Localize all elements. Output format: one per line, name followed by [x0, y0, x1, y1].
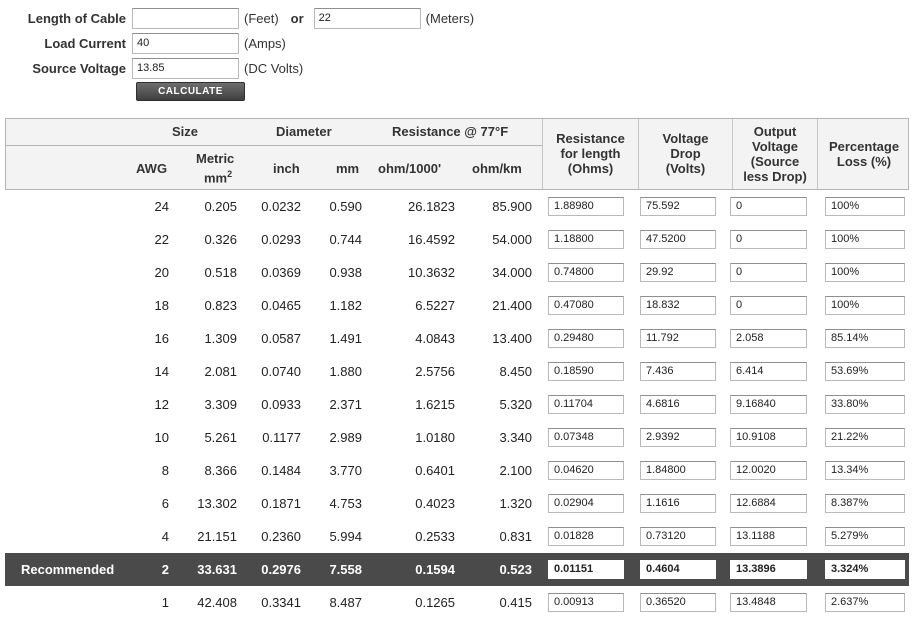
current-row [0, 32, 286, 54]
metric-cell: 8.366 [204, 463, 237, 478]
inch-cell: 0.1177 [262, 430, 301, 445]
length-label: Length of Cable [27, 10, 126, 26]
header-voltage-drop [639, 131, 732, 176]
ohmkm-cell: 13.400 [492, 331, 532, 346]
inch-cell: 0.2976 [261, 562, 301, 577]
row-label [11, 520, 121, 553]
row-label [11, 223, 121, 256]
ohm1000-cell: 0.1594 [415, 562, 455, 577]
metric-cell: 13.302 [197, 496, 237, 511]
header-inch: inch [273, 161, 300, 176]
mm-cell: 7.558 [329, 562, 362, 577]
header-resistance: Resistance @ 77°F [392, 124, 509, 139]
current-unit: (Amps) [244, 35, 286, 51]
mm-cell: 3.770 [329, 463, 362, 478]
header-metric-sup: 2 [227, 169, 233, 179]
metric-cell: 0.823 [204, 298, 237, 313]
header-mm: mm [336, 161, 360, 176]
ohmkm-cell: 85.900 [492, 199, 532, 214]
or-text: or [290, 10, 304, 26]
awg-cell: 22 [154, 232, 169, 247]
ohm1000-cell: 0.4023 [415, 496, 455, 511]
inch-cell: 0.0933 [261, 397, 301, 412]
table-row [5, 520, 909, 553]
resistance-output[interactable]: 0.00913 [548, 593, 624, 612]
output-voltage-output[interactable]: 0 [730, 230, 807, 249]
percentage-loss-output[interactable]: 85.14% [825, 329, 905, 348]
ohmkm-cell: 5.320 [499, 397, 532, 412]
ohm1000-cell: 1.0180 [415, 430, 455, 445]
table-row [5, 388, 909, 421]
table-row [5, 454, 909, 487]
percentage-loss-output[interactable]: 100% [825, 230, 905, 249]
header-vdrop-line-2: Drop [670, 146, 701, 161]
metric-cell: 42.408 [197, 595, 237, 610]
header-res-line-3: (Ohms) [567, 161, 614, 176]
awg-cell: 12 [154, 397, 169, 412]
metric-cell: 0.205 [204, 199, 237, 214]
awg-cell: 10 [154, 430, 169, 445]
header-metric-unit [204, 169, 232, 185]
output-voltage-output[interactable]: 0 [730, 296, 807, 315]
row-label [11, 454, 121, 487]
output-voltage-output[interactable]: 13.1188 [730, 527, 807, 546]
resistance-output[interactable]: 0.29480 [548, 329, 624, 348]
output-voltage-output[interactable]: 2.058 [730, 329, 807, 348]
output-voltage-output[interactable]: 13.4848 [730, 593, 807, 612]
ohmkm-cell: 34.000 [492, 265, 532, 280]
output-voltage-output[interactable]: 6.414 [730, 362, 807, 381]
mm-cell: 2.371 [329, 397, 362, 412]
percentage-loss-output[interactable]: 13.34% [825, 461, 905, 480]
inch-cell: 0.1484 [261, 463, 301, 478]
resistance-output[interactable]: 1.18800 [548, 230, 624, 249]
voltage-drop-output[interactable]: 4.6816 [640, 395, 716, 414]
row-label [11, 421, 121, 454]
awg-cell: 8 [161, 463, 169, 478]
ohmkm-cell: 0.415 [499, 595, 532, 610]
percentage-loss-output[interactable]: 5.279% [825, 527, 905, 546]
table-row [5, 190, 909, 223]
header-metric-mm: mm [204, 170, 228, 186]
metric-cell: 3.309 [204, 397, 237, 412]
metric-cell: 2.081 [204, 364, 237, 379]
mm-cell: 5.994 [329, 529, 362, 544]
header-size: Size [172, 124, 199, 139]
header-out-line-4: less Drop) [743, 169, 807, 184]
metric-cell: 0.326 [204, 232, 237, 247]
feet-unit: (Feet) [244, 10, 279, 26]
voltage-drop-output[interactable]: 1.1616 [640, 494, 716, 513]
header-out-line-3: (Source [750, 154, 800, 169]
resistance-output[interactable]: 0.74800 [548, 263, 624, 282]
table-row [5, 487, 909, 520]
ohmkm-cell: 1.320 [499, 496, 532, 511]
table-header [5, 118, 909, 190]
table-row [5, 256, 909, 289]
metric-cell: 33.631 [197, 562, 237, 577]
mm-cell: 0.744 [329, 232, 362, 247]
resistance-output[interactable]: 0.02904 [548, 494, 624, 513]
header-vdrop-line-1: Voltage [662, 131, 709, 146]
row-label [11, 256, 121, 289]
ohm1000-cell: 16.4592 [408, 232, 455, 247]
ohm1000-cell: 10.3632 [408, 265, 455, 280]
row-label [11, 355, 121, 388]
header-awg: AWG [136, 161, 168, 176]
metric-cell: 1.309 [204, 331, 237, 346]
header-metric: Metric [196, 151, 235, 166]
header-output-voltage [733, 124, 817, 184]
row-label [11, 322, 121, 355]
row-label [11, 586, 121, 619]
voltage-drop-output[interactable]: 18.832 [640, 296, 716, 315]
mm-cell: 0.938 [329, 265, 362, 280]
header-res-line-2: for length [560, 146, 621, 161]
inch-cell: 0.0587 [261, 331, 301, 346]
ohm1000-cell: 6.5227 [415, 298, 455, 313]
mm-cell: 1.182 [329, 298, 362, 313]
calculate-button[interactable]: CALCULATE [136, 82, 245, 101]
row-label [11, 388, 121, 421]
output-voltage-output[interactable]: 0 [730, 197, 807, 216]
ohm1000-cell: 1.6215 [415, 397, 455, 412]
voltage-row [0, 57, 303, 79]
awg-cell: 4 [161, 529, 169, 544]
output-voltage-output[interactable]: 12.0020 [730, 461, 807, 480]
table-row [5, 421, 909, 454]
feet-input[interactable] [132, 8, 239, 29]
header-res-line-1: Resistance [556, 131, 625, 146]
header-out-line-1: Output [753, 124, 797, 139]
resistance-output[interactable]: 0.18590 [548, 362, 624, 381]
ohm1000-cell: 0.1265 [415, 595, 455, 610]
inch-cell: 0.0232 [261, 199, 301, 214]
awg-cell: 18 [154, 298, 169, 313]
metric-cell: 5.261 [204, 430, 237, 445]
inch-cell: 0.0465 [261, 298, 301, 313]
percentage-loss-output[interactable]: 33.80% [825, 395, 905, 414]
percentage-loss-output[interactable]: 21.22% [825, 428, 905, 447]
wire-gauge-table [5, 118, 909, 610]
resistance-output[interactable]: 0.04620 [548, 461, 624, 480]
header-pct-line-2: Loss (%) [836, 154, 892, 169]
output-voltage-output[interactable]: 0 [730, 263, 807, 282]
ohm1000-cell: 0.2533 [415, 529, 455, 544]
row-label: Recommended [21, 562, 115, 577]
header-divider [6, 145, 543, 146]
mm-cell: 2.989 [329, 430, 362, 445]
inch-cell: 0.0740 [261, 364, 301, 379]
header-pct-line-1: Percentage [828, 139, 900, 154]
ohmkm-cell: 0.523 [499, 562, 532, 577]
mm-cell: 1.491 [329, 331, 362, 346]
voltage-drop-output[interactable]: 47.5200 [640, 230, 716, 249]
percentage-loss-output[interactable]: 3.324% [825, 560, 905, 579]
ohmkm-cell: 21.400 [492, 298, 532, 313]
resistance-output[interactable]: 0.01151 [548, 560, 624, 579]
ohmkm-cell: 8.450 [499, 364, 532, 379]
inch-cell: 0.2360 [261, 529, 301, 544]
inch-cell: 0.0369 [261, 265, 301, 280]
voltage-input[interactable] [132, 58, 239, 79]
metric-cell: 21.151 [197, 529, 237, 544]
ohmkm-cell: 3.340 [499, 430, 532, 445]
percentage-loss-output[interactable]: 8.387% [825, 494, 905, 513]
ohm1000-cell: 26.1823 [408, 199, 455, 214]
resistance-output[interactable]: 0.01828 [548, 527, 624, 546]
ohm1000-cell: 2.5756 [415, 364, 455, 379]
output-voltage-output[interactable]: 12.6884 [730, 494, 807, 513]
resistance-output[interactable]: 1.88980 [548, 197, 624, 216]
voltage-drop-output[interactable]: 29.92 [640, 263, 716, 282]
output-voltage-output[interactable]: 9.16840 [730, 395, 807, 414]
percentage-loss-output[interactable]: 53.69% [825, 362, 905, 381]
inch-cell: 0.0293 [261, 232, 301, 247]
mm-cell: 0.590 [329, 199, 362, 214]
row-label [11, 487, 121, 520]
voltage-drop-output[interactable]: 0.4604 [640, 560, 716, 579]
table-row [5, 586, 909, 619]
metric-cell: 0.518 [204, 265, 237, 280]
mm-cell: 4.753 [329, 496, 362, 511]
voltage-drop-output[interactable]: 11.792 [640, 329, 716, 348]
voltage-unit: (DC Volts) [244, 60, 304, 76]
percentage-loss-output[interactable]: 100% [825, 263, 905, 282]
ohmkm-cell: 2.100 [499, 463, 532, 478]
header-out-line-2: Voltage [752, 139, 798, 154]
awg-cell: 24 [154, 199, 169, 214]
voltage-drop-output[interactable]: 1.84800 [640, 461, 716, 480]
ohm1000-cell: 0.6401 [415, 463, 455, 478]
resistance-output[interactable]: 0.11704 [548, 395, 624, 414]
output-voltage-output[interactable]: 13.3896 [730, 560, 807, 579]
awg-cell: 1 [161, 595, 169, 610]
row-label [11, 190, 121, 223]
ohm1000-cell: 4.0843 [415, 331, 455, 346]
awg-cell: 14 [154, 364, 169, 379]
table-row-recommended [5, 553, 909, 586]
mm-cell: 1.880 [329, 364, 362, 379]
voltage-drop-output[interactable]: 7.436 [640, 362, 716, 381]
voltage-drop-output[interactable]: 75.592 [640, 197, 716, 216]
header-percentage-loss [818, 139, 910, 169]
current-label: Load Current [44, 35, 126, 51]
voltage-drop-output[interactable]: 0.36520 [640, 593, 716, 612]
voltage-drop-output[interactable]: 0.73120 [640, 527, 716, 546]
percentage-loss-output[interactable]: 100% [825, 197, 905, 216]
header-vdrop-line-3: (Volts) [665, 161, 706, 176]
voltage-label: Source Voltage [32, 60, 126, 76]
header-ohmkm: ohm/km [472, 161, 522, 176]
awg-cell: 20 [154, 265, 169, 280]
mm-cell: 8.487 [329, 595, 362, 610]
meters-input[interactable] [314, 8, 421, 29]
meters-unit: (Meters) [425, 10, 475, 26]
cable-calculator-form [0, 0, 916, 110]
awg-cell: 16 [154, 331, 169, 346]
header-ohm1000: ohm/1000' [378, 161, 442, 176]
percentage-loss-output[interactable]: 2.637% [825, 593, 905, 612]
inch-cell: 0.1871 [261, 496, 301, 511]
inch-cell: 0.3341 [261, 595, 301, 610]
table-row [5, 289, 909, 322]
current-input[interactable] [132, 33, 239, 54]
voltage-drop-output[interactable]: 2.9392 [640, 428, 716, 447]
percentage-loss-output[interactable]: 100% [825, 296, 905, 315]
header-diameter: Diameter [276, 124, 332, 139]
table-row [5, 322, 909, 355]
resistance-output[interactable]: 0.07348 [548, 428, 624, 447]
awg-cell: 6 [161, 496, 169, 511]
table-row [5, 223, 909, 256]
output-voltage-output[interactable]: 10.9108 [730, 428, 807, 447]
table-row [5, 355, 909, 388]
row-label [11, 289, 121, 322]
resistance-output[interactable]: 0.47080 [548, 296, 624, 315]
awg-cell: 2 [161, 562, 169, 577]
length-row [0, 7, 474, 29]
header-resistance-length [543, 131, 638, 176]
ohmkm-cell: 54.000 [492, 232, 532, 247]
ohmkm-cell: 0.831 [499, 529, 532, 544]
